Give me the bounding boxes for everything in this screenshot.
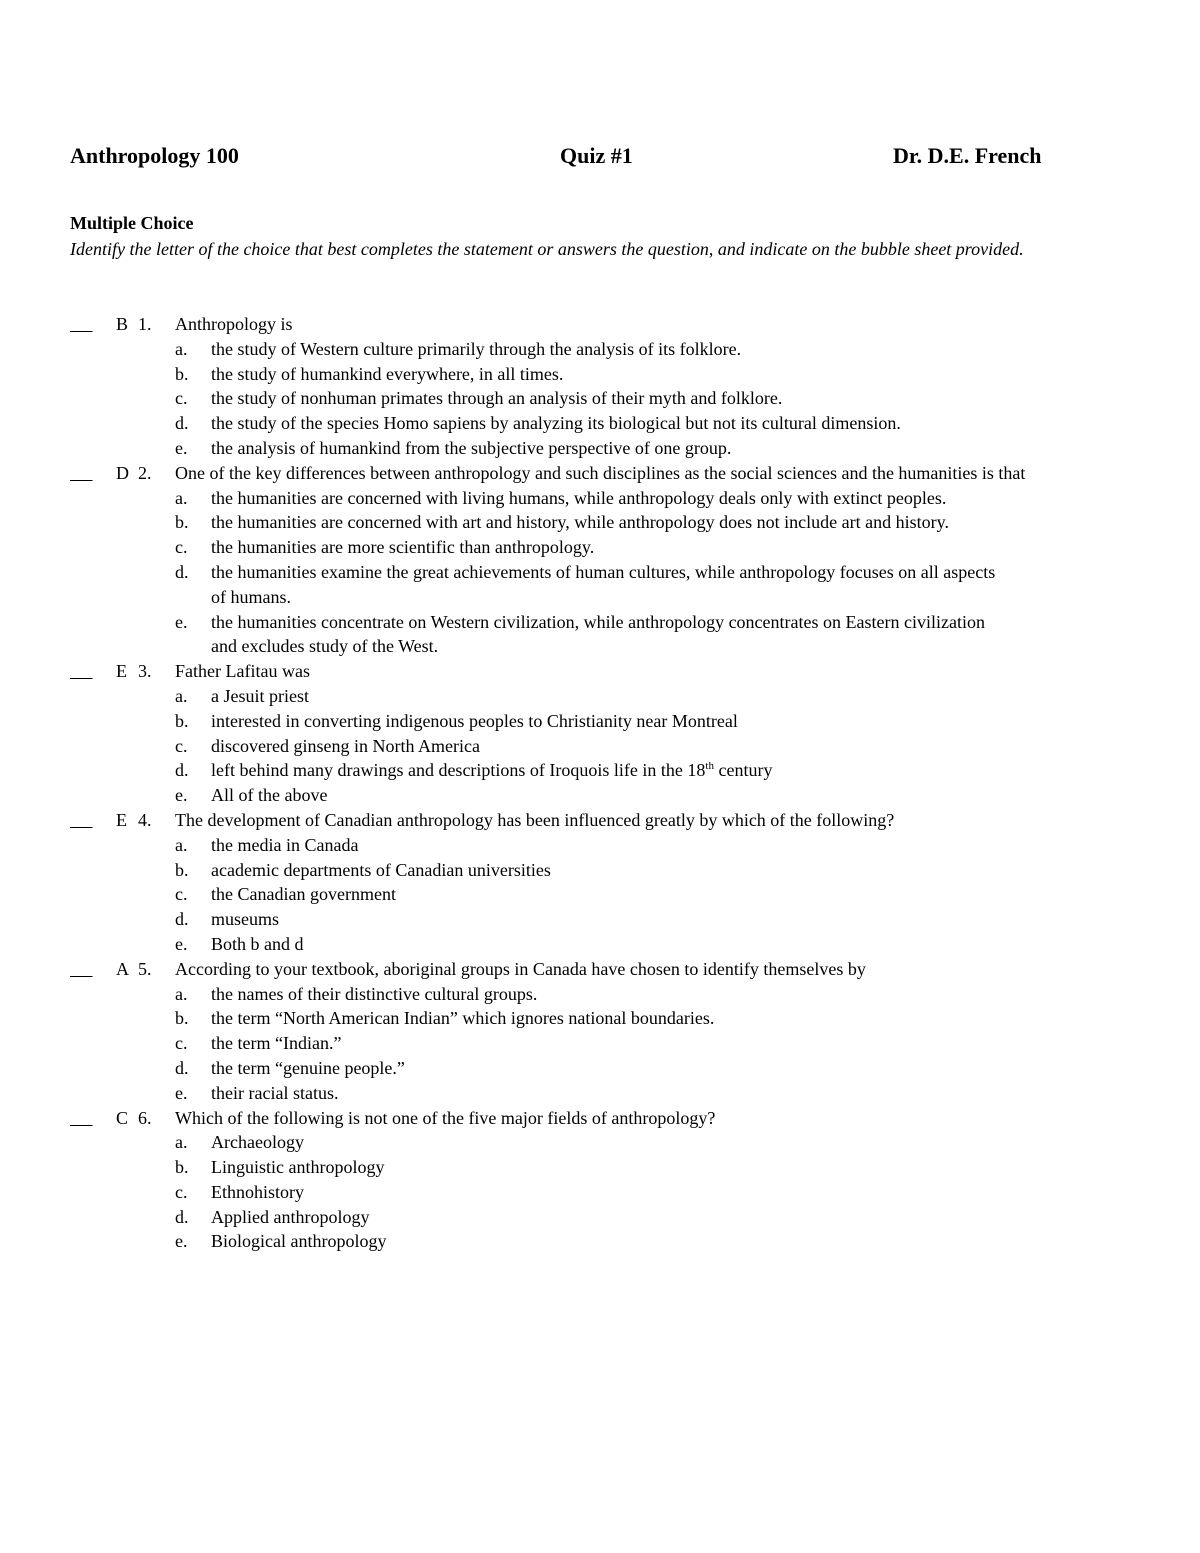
choice-letter: d. (175, 1206, 189, 1227)
question-number: 3. (138, 661, 152, 682)
choice-text (211, 411, 1001, 436)
choice-text (211, 535, 1001, 560)
choice-list (175, 1130, 1140, 1254)
question-text: According to your textbook, aboriginal groups in Canada have chosen to identify themselves by (175, 958, 866, 979)
choice-text-main: the study of humankind everywhere, in all times. (211, 363, 564, 384)
choice-item (175, 1180, 1140, 1205)
answer-letter: A (116, 958, 129, 979)
choice-item (175, 1155, 1140, 1180)
choice-text-main: the study of nonhuman primates through an analysis of their myth and folklore. (211, 388, 783, 409)
choice-text (211, 1031, 1001, 1056)
choice-text (211, 758, 1001, 783)
instructor-name: Dr. D.E. French (893, 143, 1042, 168)
answer-letter: D (116, 462, 129, 483)
choice-text (211, 610, 1001, 660)
choice-text-main: the term “North American Indian” which ignores national boundaries. (211, 1008, 715, 1029)
choice-text (211, 1056, 1001, 1081)
choice-item (175, 1130, 1140, 1155)
choice-text (211, 932, 1001, 957)
choice-item (175, 1229, 1140, 1254)
section-title: Multiple Choice (70, 213, 194, 233)
answer-letter: E (116, 661, 127, 682)
choice-item (175, 436, 1140, 461)
choice-text-main: their racial status. (211, 1082, 339, 1103)
answer-blank (70, 957, 116, 982)
answer-blank (70, 461, 116, 486)
question-number: 1. (138, 314, 152, 334)
choice-text-main: interested in converting indigenous peoples to Christianity near Montreal (211, 710, 738, 731)
choice-text (211, 1229, 1001, 1254)
choice-text (211, 362, 1001, 387)
choice-text-main: All of the above (211, 785, 328, 806)
choice-letter: e. (175, 611, 188, 632)
choice-text (211, 882, 1001, 907)
choice-item (175, 833, 1140, 858)
choice-text-main: the term “Indian.” (211, 1033, 342, 1054)
choice-text (211, 783, 1001, 808)
choice-letter: a. (175, 487, 188, 508)
choice-text-main: the humanities concentrate on Western civilization, while anthropology concentrates on Eastern civilization and excludes study of the West. (211, 611, 985, 657)
choice-letter: b. (175, 1008, 189, 1029)
choice-letter: b. (175, 710, 189, 731)
choice-letter: a. (175, 338, 188, 359)
choice-text (211, 436, 1001, 461)
choice-text (211, 386, 1001, 411)
choice-letter: b. (175, 512, 189, 533)
choice-letter: a. (175, 834, 188, 855)
choice-text-main: the analysis of humankind from the subjective perspective of one group. (211, 437, 732, 458)
choice-text-main: the humanities are concerned with living humans, while anthropology deals only with extinct peoples. (211, 487, 947, 508)
choice-text-main: academic departments of Canadian universities (211, 859, 551, 880)
choice-text-main: the humanities are more scientific than anthropology. (211, 537, 595, 558)
question-item (70, 312, 1140, 461)
choice-text-main: Applied anthropology (211, 1206, 370, 1227)
choice-text-main: the Canadian government (211, 884, 396, 905)
choice-letter: d. (175, 413, 189, 434)
choice-letter: c. (175, 1181, 188, 1202)
choice-item (175, 486, 1140, 511)
question-text: Which of the following is not one of the five major fields of anthropology? (175, 1107, 716, 1128)
choice-text (211, 907, 1001, 932)
choice-text-main: the term “genuine people.” (211, 1057, 405, 1078)
question-line (70, 659, 1140, 684)
choice-text-main: the humanities examine the great achievements of human cultures, while anthropology focuses on all aspects of humans. (211, 561, 996, 607)
choice-text-main: the media in Canada (211, 834, 359, 855)
question-text: Father Lafitau was (175, 661, 310, 682)
choice-superscript: th (705, 760, 714, 773)
choice-letter: e. (175, 933, 188, 954)
question-list (70, 312, 1140, 1254)
choice-text-tail: century (713, 760, 773, 781)
choice-text (211, 982, 1001, 1007)
choice-item (175, 1056, 1140, 1081)
choice-text-main: a Jesuit priest (211, 685, 309, 706)
question-line (70, 1106, 1140, 1131)
choice-text (211, 734, 1001, 759)
answer-letter: C (116, 1107, 129, 1128)
answer-blank (70, 808, 116, 833)
choice-letter: c. (175, 1033, 188, 1054)
choice-letter: d. (175, 561, 189, 582)
choice-text-main: the names of their distinctive cultural groups. (211, 983, 538, 1004)
choice-item (175, 411, 1140, 436)
quiz-title: Quiz #1 (560, 143, 633, 168)
answer-letter: B (116, 314, 129, 334)
choice-text-main: left behind many drawings and descriptions of Iroquois life in the 18 (211, 760, 706, 781)
choice-letter: a. (175, 983, 188, 1004)
choice-text (211, 1155, 1001, 1180)
choice-text-main: Biological anthropology (211, 1231, 387, 1252)
choice-item (175, 362, 1140, 387)
question-number: 4. (138, 809, 152, 830)
choice-item (175, 510, 1140, 535)
choice-list (175, 337, 1140, 461)
choice-letter: e. (175, 785, 188, 806)
choice-letter: b. (175, 859, 189, 880)
choice-list (175, 486, 1140, 660)
choice-list (175, 982, 1140, 1106)
question-line (70, 957, 1140, 982)
choice-letter: c. (175, 537, 188, 558)
question-line (70, 461, 1140, 486)
question-item (70, 957, 1140, 1106)
choice-text-main: Archaeology (211, 1132, 304, 1153)
answer-blank (70, 312, 116, 337)
choice-item (175, 337, 1140, 362)
choice-item (175, 982, 1140, 1007)
section-instructions: Identify the letter of the choice that best completes the statement or answers the question, and indicate on the bubble sheet provided. (70, 239, 1024, 259)
choice-letter: a. (175, 685, 188, 706)
choice-text-main: Both b and d (211, 933, 304, 954)
choice-text-main: the humanities are concerned with art and history, while anthropology does not include art and history. (211, 512, 949, 533)
choice-text (211, 1180, 1001, 1205)
question-text: Anthropology is (175, 314, 293, 334)
choice-text-main: Ethnohistory (211, 1181, 304, 1202)
choice-letter: d. (175, 1057, 189, 1078)
choice-text (211, 1081, 1001, 1106)
question-number: 2. (138, 462, 152, 483)
choice-text-main: Linguistic anthropology (211, 1157, 385, 1178)
choice-text-main: discovered ginseng in North America (211, 735, 480, 756)
choice-text (211, 1006, 1001, 1031)
choice-letter: c. (175, 388, 188, 409)
question-text: One of the key differences between anthropology and such disciplines as the social sciences and the humanities is that (175, 462, 1026, 483)
choice-letter: c. (175, 735, 188, 756)
choice-text (211, 833, 1001, 858)
choice-item (175, 758, 1140, 783)
choice-item (175, 1031, 1140, 1056)
question-item (70, 659, 1140, 808)
question-item (70, 1106, 1140, 1255)
question-number: 6. (138, 1107, 152, 1128)
choice-text (211, 560, 1001, 610)
choice-text-main: the study of the species Homo sapiens by analyzing its biological but not its cultural dimension. (211, 413, 901, 434)
choice-text (211, 337, 1001, 362)
answer-blank (70, 1106, 116, 1131)
choice-item (175, 932, 1140, 957)
choice-letter: e. (175, 1082, 188, 1103)
choice-text (211, 858, 1001, 883)
choice-text (211, 684, 1001, 709)
choice-letter: e. (175, 1231, 188, 1252)
choice-letter: d. (175, 909, 189, 930)
question-text: The development of Canadian anthropology has been influenced greatly by which of the following? (175, 809, 895, 830)
choice-letter: c. (175, 884, 188, 905)
choice-item (175, 858, 1140, 883)
question-line (70, 808, 1140, 833)
choice-item (175, 882, 1140, 907)
question-item (70, 808, 1140, 957)
choice-text (211, 486, 1001, 511)
choice-list (175, 684, 1140, 808)
choice-text (211, 1205, 1001, 1230)
choice-text (211, 1130, 1001, 1155)
question-item (70, 461, 1140, 659)
choice-letter: d. (175, 760, 189, 781)
choice-item (175, 907, 1140, 932)
question-line (70, 312, 1140, 337)
choice-item (175, 386, 1140, 411)
choice-text-main: museums (211, 909, 280, 930)
choice-letter: b. (175, 363, 189, 384)
choice-letter: b. (175, 1157, 189, 1178)
page-header (70, 143, 1070, 173)
choice-item (175, 684, 1140, 709)
choice-item (175, 1205, 1140, 1230)
choice-item (175, 734, 1140, 759)
choice-item (175, 535, 1140, 560)
choice-letter: a. (175, 1132, 188, 1153)
question-number: 5. (138, 958, 152, 979)
choice-item (175, 1081, 1140, 1106)
answer-letter: E (116, 809, 127, 830)
choice-item (175, 560, 1140, 610)
choice-item (175, 610, 1140, 660)
answer-blank (70, 659, 116, 684)
choice-item (175, 1006, 1140, 1031)
choice-text (211, 510, 1001, 535)
choice-item (175, 709, 1140, 734)
course-title: Anthropology 100 (70, 143, 239, 168)
choice-text (211, 709, 1001, 734)
choice-letter: e. (175, 437, 188, 458)
choice-text-main: the study of Western culture primarily through the analysis of its folklore. (211, 338, 742, 359)
choice-item (175, 783, 1140, 808)
choice-list (175, 833, 1140, 957)
